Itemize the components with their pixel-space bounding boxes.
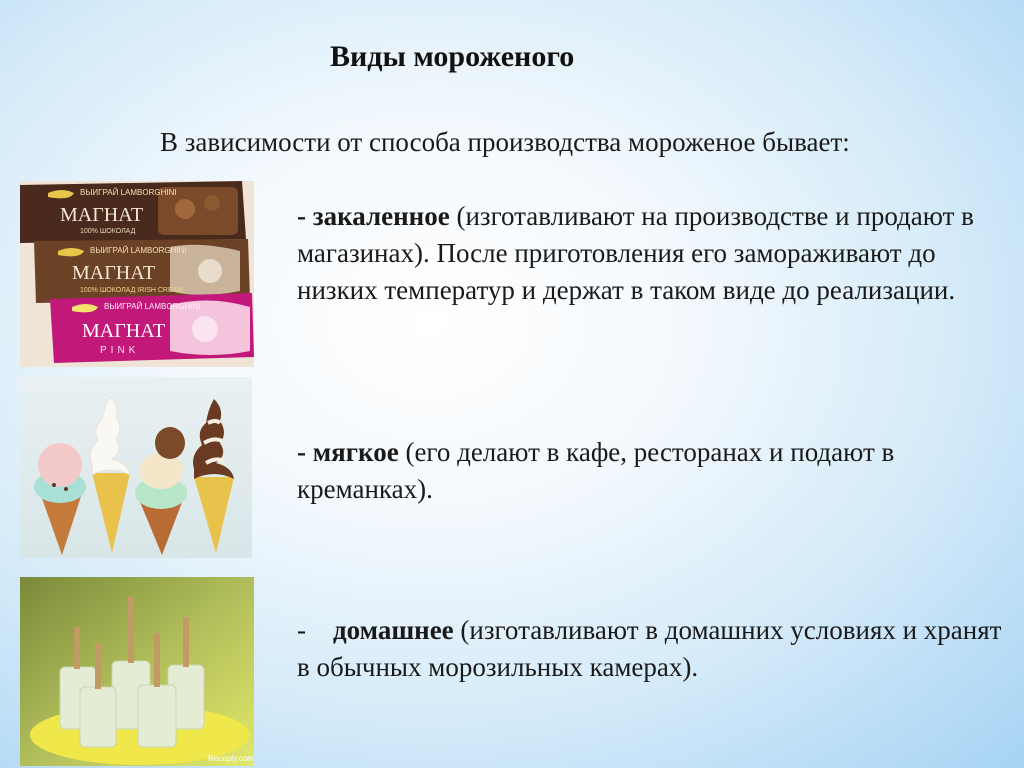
item-2-description: (его делают в кафе, ресторанах и подают в креманках). — [297, 437, 895, 504]
item-1-description: (изготавливают на производстве и продают в магазинах). После приготовления его замораживают до низких температур и держат в таком виде до реализации. — [297, 201, 974, 305]
homemade-popsicles-photo — [20, 577, 254, 766]
item-1-term: - закаленное — [297, 201, 450, 231]
slide-title: Виды мороженого — [330, 40, 575, 73]
list-item-homemade — [297, 612, 1012, 686]
photo-watermark: Receptу.com — [208, 754, 254, 763]
item-3-description: (изготавливают в домашних условиях и хранят в обычных морозильных камерах). — [297, 615, 1002, 682]
item-3-term: домашнее — [333, 615, 454, 645]
list-item-hardened — [297, 198, 1012, 309]
bar-2-banner: ВЫИГРАЙ LAMBORGHINI — [90, 246, 187, 255]
bar-2-subtitle: 100% ШОКОЛАД IRISH CREAM — [80, 287, 184, 294]
intro-text: В зависимости от способа производства мороженое бывает: — [160, 127, 850, 157]
bar-1-subtitle: 100% ШОКОЛАД — [80, 228, 136, 235]
item-2-term: - мягкое — [297, 437, 399, 467]
bar-1-brand: МАГНАТ — [60, 204, 144, 226]
list-item-soft — [297, 434, 1012, 508]
bar-1-banner: ВЫИГРАЙ LAMBORGHINI — [80, 188, 177, 197]
magnum-bar-irish-cream — [34, 239, 250, 303]
soft-serve-cones-photo — [20, 377, 252, 558]
magnum-bar-pink — [50, 293, 254, 363]
magnum-bars-photo — [20, 181, 254, 367]
item-3-dash: - — [297, 615, 333, 645]
bar-2-brand: МАГНАТ — [72, 262, 156, 284]
bar-3-subtitle: PINK — [100, 345, 140, 356]
magnum-bar-chocolate — [20, 181, 246, 243]
bar-3-brand: МАГНАТ — [82, 320, 166, 342]
bar-3-banner: ВЫИГРАЙ LAMBORGHINI — [104, 302, 201, 311]
